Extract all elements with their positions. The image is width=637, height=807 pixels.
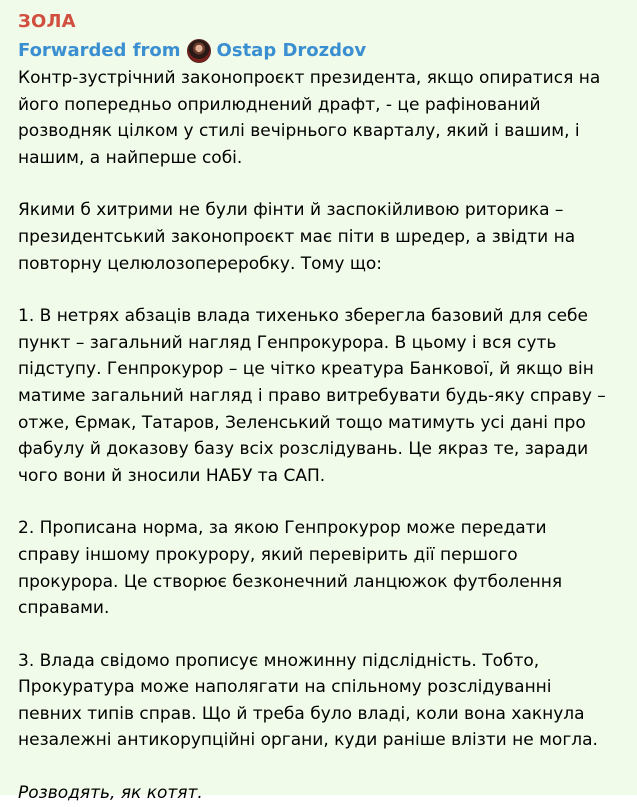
message-text bbox=[18, 65, 623, 807]
text-line: його попередньо оприлюднений драфт, - це рафінований bbox=[18, 94, 541, 115]
channel-name[interactable]: ЗОЛА bbox=[18, 11, 76, 32]
text-line: підступу. Генпрокурор – це чітко креатура Банкової, й якщо він bbox=[18, 359, 594, 380]
paragraph-point-1 bbox=[18, 303, 623, 489]
text-line: прокурора. Це створює безконечний ланцюжок футболення bbox=[18, 571, 563, 592]
text-line: 3. Влада свідомо прописує множинну підслідність. Тобто, bbox=[18, 650, 540, 671]
paragraph-point-3 bbox=[18, 648, 623, 754]
forwarded-prefix: Forwarded from bbox=[18, 39, 181, 61]
text-line: Якими б хитрими не були фінти й заспокійливою риторика – bbox=[18, 200, 564, 221]
text-line: Контр-зустрічний законопроєкт президента, якщо опиратися на bbox=[18, 68, 601, 88]
paragraph-point-2 bbox=[18, 515, 623, 621]
text-line: отже, Єрмак, Татаров, Зеленський тощо матимуть усі дані про bbox=[18, 412, 586, 433]
text-line: певних типів справ. Що й треба було владі, коли вона хакнула bbox=[18, 703, 585, 724]
text-line: нашим, а найперше собі. bbox=[18, 147, 243, 168]
author-avatar[interactable] bbox=[187, 39, 211, 63]
text-line: президентський законопроєкт має піти в шредер, а звідти на bbox=[18, 226, 576, 247]
text-line: фабулу й доказову базу всіх розслідувань. Це якраз те, заради bbox=[18, 439, 589, 460]
forwarded-header[interactable] bbox=[18, 37, 623, 64]
text-line: чого вони й зносили НАБУ та САП. bbox=[18, 465, 326, 486]
text-line: незалежні антикорупційні органи, куди раніше влізти не могла. bbox=[18, 730, 598, 751]
text-line: Прокуратура може наполягати на спільному розслідуванні bbox=[18, 677, 552, 698]
paragraph-intro bbox=[18, 65, 623, 171]
message-signoff: Розводять, як котят. bbox=[18, 783, 203, 804]
paragraph-reasoning bbox=[18, 197, 623, 277]
text-line: 2. Прописана норма, за якою Генпрокурор може передати bbox=[18, 518, 547, 539]
forwarded-author-name[interactable]: Ostap Drozdov bbox=[216, 39, 367, 61]
text-line: розводняк цілком у стилі вечірнього кварталу, який і вашим, і bbox=[18, 121, 580, 142]
text-line: 1. В нетрях абзаців влада тихенько зберегла базовий для себе bbox=[18, 306, 588, 327]
text-line: справами. bbox=[18, 598, 110, 619]
text-line: матиме загальний нагляд і право витребувати будь-яку справу – bbox=[18, 385, 606, 406]
text-line: справу іншому прокурору, який перевірить дії першого bbox=[18, 544, 518, 565]
text-line: пункт – загальний нагляд Генпрокурора. В цьому і вся суть bbox=[18, 332, 557, 353]
text-line: повторну целюлозопереробку. Тому що: bbox=[18, 253, 382, 274]
